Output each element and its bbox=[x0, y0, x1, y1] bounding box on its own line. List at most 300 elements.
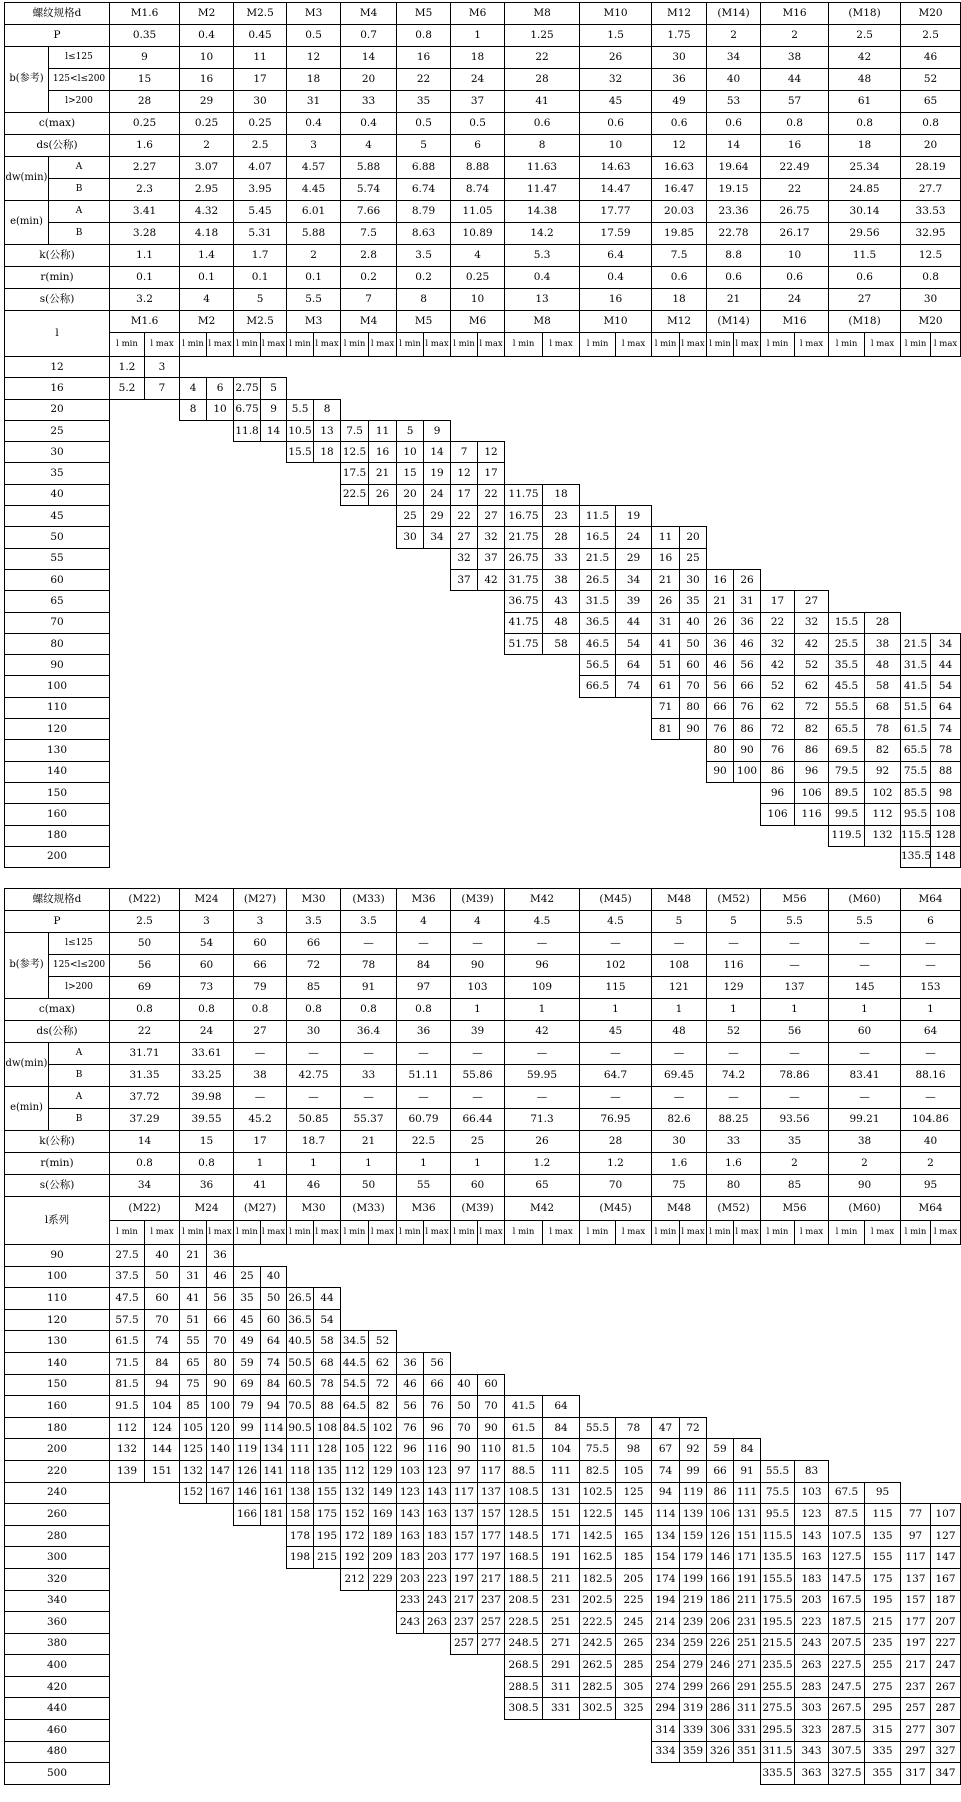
empty-cell bbox=[451, 399, 478, 420]
spec-value: 145 bbox=[829, 977, 901, 999]
minmax-row bbox=[5, 1221, 961, 1245]
empty-cell bbox=[207, 1741, 234, 1763]
l-min-value: 182.5 bbox=[580, 1568, 616, 1590]
empty-cell bbox=[829, 442, 865, 463]
spec-value: 45.2 bbox=[234, 1109, 287, 1131]
spec-value: 1.5 bbox=[580, 25, 652, 47]
empty-cell bbox=[110, 1633, 145, 1655]
l-row bbox=[5, 1266, 961, 1288]
l-max-value: 78 bbox=[314, 1374, 341, 1396]
empty-cell bbox=[451, 676, 478, 697]
l-min-value: 26 bbox=[652, 591, 680, 612]
l-min-header: l min bbox=[580, 1221, 616, 1245]
l-min-value: 11.75 bbox=[505, 484, 543, 505]
empty-cell bbox=[761, 548, 795, 569]
l-max-value: 145 bbox=[616, 1504, 652, 1526]
empty-cell bbox=[261, 1568, 287, 1590]
spec-sub-label: A bbox=[49, 201, 110, 223]
empty-cell bbox=[397, 357, 424, 378]
spec-value: 14.47 bbox=[580, 179, 652, 201]
l-min-value: 31.5 bbox=[580, 591, 616, 612]
empty-cell bbox=[207, 719, 234, 740]
size-cell: M5 bbox=[397, 311, 451, 333]
l-max-value: 163 bbox=[795, 1547, 829, 1569]
empty-cell bbox=[341, 357, 369, 378]
spec-value: 0.6 bbox=[652, 267, 707, 289]
l-min-value: 45 bbox=[234, 1309, 261, 1331]
empty-cell bbox=[616, 442, 652, 463]
l-max-value: 26 bbox=[369, 484, 397, 505]
empty-cell bbox=[234, 463, 261, 484]
l-min-value: 16 bbox=[707, 569, 734, 590]
l-length: 140 bbox=[5, 761, 110, 782]
empty-cell bbox=[478, 782, 505, 803]
l-min-value: 277 bbox=[901, 1720, 931, 1742]
l-max-value: 177 bbox=[478, 1525, 505, 1547]
empty-cell bbox=[314, 719, 341, 740]
spec-value: 72 bbox=[287, 955, 341, 977]
empty-cell bbox=[652, 782, 680, 803]
empty-cell bbox=[287, 357, 314, 378]
spec-value: 0.6 bbox=[652, 113, 707, 135]
l-max-value: 28 bbox=[865, 612, 901, 633]
empty-cell bbox=[707, 846, 734, 867]
empty-cell bbox=[652, 378, 680, 399]
l-max-value: 104 bbox=[543, 1439, 580, 1461]
spec-value: 18 bbox=[652, 289, 707, 311]
empty-cell bbox=[680, 484, 707, 505]
empty-cell bbox=[707, 804, 734, 825]
l-min-value: 117 bbox=[901, 1547, 931, 1569]
spec-value: 9 bbox=[110, 47, 180, 69]
l-min-value: 126 bbox=[234, 1460, 261, 1482]
l-min-value: 177 bbox=[901, 1612, 931, 1634]
spec-value: 53 bbox=[707, 91, 761, 113]
empty-cell bbox=[287, 1266, 314, 1288]
l-min-value: 95.5 bbox=[761, 1504, 795, 1526]
empty-cell bbox=[707, 825, 734, 846]
empty-cell bbox=[505, 1266, 543, 1288]
empty-cell bbox=[369, 1309, 397, 1331]
empty-cell bbox=[451, 655, 478, 676]
empty-cell bbox=[865, 506, 901, 527]
l-min-value: 50.5 bbox=[287, 1352, 314, 1374]
spec-value: 0.1 bbox=[180, 267, 234, 289]
empty-cell bbox=[761, 484, 795, 505]
empty-cell bbox=[234, 1763, 261, 1785]
spec-value: 40 bbox=[901, 1131, 961, 1153]
empty-cell bbox=[314, 740, 341, 761]
l-max-value: 127 bbox=[931, 1525, 961, 1547]
empty-cell bbox=[369, 1741, 397, 1763]
empty-cell bbox=[680, 378, 707, 399]
l-min-value: 27.5 bbox=[110, 1245, 145, 1267]
empty-cell bbox=[369, 1590, 397, 1612]
l-length: 500 bbox=[5, 1763, 110, 1785]
l-max-value: 32 bbox=[795, 612, 829, 633]
empty-cell bbox=[451, 378, 478, 399]
empty-cell bbox=[707, 506, 734, 527]
empty-cell bbox=[505, 740, 543, 761]
empty-cell bbox=[287, 1741, 314, 1763]
l-max-value: 90 bbox=[207, 1374, 234, 1396]
l-min-value: 122.5 bbox=[580, 1504, 616, 1526]
empty-cell bbox=[505, 378, 543, 399]
spec-value: 8.8 bbox=[707, 245, 761, 267]
spec-value: 11.47 bbox=[505, 179, 580, 201]
spec-value: 32.95 bbox=[901, 223, 961, 245]
l-max-value: 58 bbox=[314, 1331, 341, 1353]
empty-cell bbox=[110, 612, 145, 633]
l-max-header: l max bbox=[734, 1221, 761, 1245]
spec-value: 0.5 bbox=[397, 113, 451, 135]
l-length: 150 bbox=[5, 1374, 110, 1396]
spec-value: 50 bbox=[110, 933, 180, 955]
l-min-value: 186 bbox=[707, 1590, 734, 1612]
l-min-value: 51.75 bbox=[505, 633, 543, 654]
empty-cell bbox=[931, 484, 961, 505]
l-max-value: 36 bbox=[207, 1245, 234, 1267]
empty-cell bbox=[829, 591, 865, 612]
empty-cell bbox=[505, 697, 543, 718]
empty-cell bbox=[314, 1612, 341, 1634]
spec-sub-label: A bbox=[49, 1087, 110, 1109]
spec-value: 30 bbox=[652, 1131, 707, 1153]
empty-cell bbox=[424, 655, 451, 676]
l-max-value: 78 bbox=[865, 719, 901, 740]
l-max-value: 17 bbox=[478, 463, 505, 484]
spec-value: 22 bbox=[110, 1021, 180, 1043]
l-min-value: 114 bbox=[652, 1504, 680, 1526]
empty-cell bbox=[829, 1309, 865, 1331]
l-row bbox=[5, 1720, 961, 1742]
l-max-value: 84 bbox=[734, 1439, 761, 1461]
empty-cell bbox=[180, 527, 207, 548]
empty-cell bbox=[287, 1720, 314, 1742]
l-min-value: 152 bbox=[341, 1504, 369, 1526]
size-cell: (M33) bbox=[341, 1197, 397, 1221]
empty-cell bbox=[901, 527, 931, 548]
spec-value: 2 bbox=[901, 1153, 961, 1175]
empty-cell bbox=[145, 1482, 180, 1504]
size-cell: M16 bbox=[761, 311, 829, 333]
l-min-value: 42 bbox=[761, 655, 795, 676]
spec-value: 5 bbox=[234, 289, 287, 311]
empty-cell bbox=[234, 1741, 261, 1763]
l-min-value: 75.5 bbox=[580, 1439, 616, 1461]
empty-cell bbox=[314, 1741, 341, 1763]
empty-cell bbox=[616, 1374, 652, 1396]
spec-value: 0.8 bbox=[180, 1153, 234, 1175]
l-max-value: 80 bbox=[680, 697, 707, 718]
l-max-value: 31 bbox=[734, 591, 761, 612]
empty-cell bbox=[314, 825, 341, 846]
empty-cell bbox=[424, 569, 451, 590]
l-max-value: 161 bbox=[261, 1482, 287, 1504]
empty-cell bbox=[478, 399, 505, 420]
empty-cell bbox=[580, 846, 616, 867]
empty-cell bbox=[424, 357, 451, 378]
l-max-value: 70 bbox=[207, 1331, 234, 1353]
spec-row bbox=[5, 25, 961, 47]
l-max-value: 27 bbox=[478, 506, 505, 527]
empty-cell bbox=[424, 1741, 451, 1763]
empty-cell bbox=[180, 846, 207, 867]
spec-value: 31 bbox=[287, 91, 341, 113]
spec-value: 30 bbox=[901, 289, 961, 311]
spec-value: 5.45 bbox=[234, 201, 287, 223]
empty-cell bbox=[261, 697, 287, 718]
spec-value: 22.5 bbox=[397, 1131, 451, 1153]
l-max-value: 347 bbox=[931, 1763, 961, 1785]
spec-value: 97 bbox=[397, 977, 451, 999]
l-max-value: 13 bbox=[314, 420, 341, 441]
empty-cell bbox=[478, 1741, 505, 1763]
spec-row bbox=[5, 1131, 961, 1153]
empty-cell bbox=[795, 357, 829, 378]
empty-cell bbox=[680, 761, 707, 782]
spec-value: 0.6 bbox=[761, 267, 829, 289]
empty-cell bbox=[478, 1676, 505, 1698]
empty-cell bbox=[207, 1698, 234, 1720]
l-length: 55 bbox=[5, 548, 110, 569]
l-row bbox=[5, 1288, 961, 1310]
spec-value: 24.85 bbox=[829, 179, 901, 201]
spec-value: 21 bbox=[341, 1131, 397, 1153]
empty-cell bbox=[829, 399, 865, 420]
l-min-value: 287.5 bbox=[829, 1720, 865, 1742]
l-min-value: 95.5 bbox=[901, 804, 931, 825]
spec-value: 16 bbox=[180, 69, 234, 91]
spec-value: 76.95 bbox=[580, 1109, 652, 1131]
l-max-value: 189 bbox=[369, 1525, 397, 1547]
l-max-value: 209 bbox=[369, 1547, 397, 1569]
l-max-value: 66 bbox=[207, 1309, 234, 1331]
empty-cell bbox=[680, 1352, 707, 1374]
empty-cell bbox=[180, 1676, 207, 1698]
empty-cell bbox=[261, 761, 287, 782]
spec-value: 3 bbox=[234, 911, 287, 933]
spec-value: 8.74 bbox=[451, 179, 505, 201]
empty-cell bbox=[369, 1655, 397, 1677]
empty-cell bbox=[287, 761, 314, 782]
empty-cell bbox=[261, 633, 287, 654]
l-max-value: 80 bbox=[207, 1352, 234, 1374]
l-max-value: 24 bbox=[616, 527, 652, 548]
l-max-value: 247 bbox=[931, 1655, 961, 1677]
empty-cell bbox=[451, 782, 478, 803]
empty-cell bbox=[207, 846, 234, 867]
l-max-value: 100 bbox=[734, 761, 761, 782]
spec-value: 26 bbox=[505, 1131, 580, 1153]
l-length: 25 bbox=[5, 420, 110, 441]
l-min-value: 30 bbox=[397, 527, 424, 548]
l-max-value: 35 bbox=[680, 591, 707, 612]
l-min-value: 132 bbox=[341, 1482, 369, 1504]
spec-value: 0.8 bbox=[341, 999, 397, 1021]
empty-cell bbox=[478, 1655, 505, 1677]
empty-cell bbox=[505, 442, 543, 463]
spec-value: 2 bbox=[761, 1153, 829, 1175]
empty-cell bbox=[341, 1288, 369, 1310]
l-min-header: l min bbox=[287, 333, 314, 357]
spec-value: — bbox=[580, 1043, 652, 1065]
spec-sub-label: B bbox=[49, 1109, 110, 1131]
empty-cell bbox=[207, 420, 234, 441]
l-max-value: 84 bbox=[145, 1352, 180, 1374]
empty-cell bbox=[287, 591, 314, 612]
l-length: 200 bbox=[5, 846, 110, 867]
spec-value: 39.98 bbox=[180, 1087, 234, 1109]
empty-cell bbox=[110, 591, 145, 612]
spec-value: 78 bbox=[341, 955, 397, 977]
spec-value: 15 bbox=[110, 69, 180, 91]
empty-cell bbox=[865, 1288, 901, 1310]
l-max-value: 141 bbox=[261, 1460, 287, 1482]
l-min-value: 105 bbox=[180, 1417, 207, 1439]
empty-cell bbox=[341, 1676, 369, 1698]
spec-row bbox=[5, 955, 961, 977]
spec-sub-label: A bbox=[49, 157, 110, 179]
spec-value: 10.89 bbox=[451, 223, 505, 245]
l-length: 360 bbox=[5, 1612, 110, 1634]
l-row bbox=[5, 1763, 961, 1785]
l-max-value: 287 bbox=[931, 1698, 961, 1720]
spec-label: P bbox=[5, 911, 110, 933]
size-cell: M8 bbox=[505, 3, 580, 25]
l-max-value: 54 bbox=[314, 1309, 341, 1331]
empty-cell bbox=[734, 1266, 761, 1288]
spec-value: — bbox=[901, 1043, 961, 1065]
empty-cell bbox=[341, 527, 369, 548]
empty-cell bbox=[424, 782, 451, 803]
spec-row bbox=[5, 1175, 961, 1197]
l-min-value: 314 bbox=[652, 1720, 680, 1742]
empty-cell bbox=[397, 1309, 424, 1331]
spec-value: 80 bbox=[707, 1175, 761, 1197]
l-min-header: l min bbox=[451, 333, 478, 357]
spec-value: 2.5 bbox=[829, 25, 901, 47]
empty-cell bbox=[451, 1741, 478, 1763]
l-max-value: 84 bbox=[261, 1374, 287, 1396]
l-max-value: 211 bbox=[543, 1568, 580, 1590]
size-cell: (M18) bbox=[829, 311, 901, 333]
spec-value: 17.77 bbox=[580, 201, 652, 223]
empty-cell bbox=[314, 548, 341, 569]
l-max-value: 132 bbox=[865, 825, 901, 846]
l-min-value: 11.5 bbox=[580, 506, 616, 527]
l-min-value: 228.5 bbox=[505, 1612, 543, 1634]
spec-value: 84 bbox=[397, 955, 451, 977]
spec-value: 24 bbox=[180, 1021, 234, 1043]
empty-cell bbox=[931, 506, 961, 527]
empty-cell bbox=[397, 1288, 424, 1310]
empty-cell bbox=[478, 740, 505, 761]
empty-cell bbox=[261, 825, 287, 846]
empty-cell bbox=[478, 761, 505, 782]
empty-cell bbox=[795, 1288, 829, 1310]
empty-cell bbox=[865, 1309, 901, 1331]
empty-cell bbox=[543, 655, 580, 676]
empty-cell bbox=[616, 420, 652, 441]
empty-cell bbox=[180, 420, 207, 441]
spec-group-label: b(参考) bbox=[5, 933, 49, 999]
empty-cell bbox=[287, 846, 314, 867]
l-min-value: 214 bbox=[652, 1612, 680, 1634]
empty-cell bbox=[543, 676, 580, 697]
empty-cell bbox=[652, 1266, 680, 1288]
l-min-value: 59 bbox=[707, 1439, 734, 1461]
spec-value: — bbox=[234, 1043, 287, 1065]
empty-cell bbox=[505, 825, 543, 846]
l-row bbox=[5, 655, 961, 676]
l-min-value: 334 bbox=[652, 1741, 680, 1763]
l-min-header: l min bbox=[397, 1221, 424, 1245]
spec-value: 0.8 bbox=[287, 999, 341, 1021]
empty-cell bbox=[505, 1331, 543, 1353]
empty-cell bbox=[829, 1288, 865, 1310]
empty-cell bbox=[314, 612, 341, 633]
spec-value: 33 bbox=[341, 1065, 397, 1087]
spec-value: 19.85 bbox=[652, 223, 707, 245]
l-max-value: 183 bbox=[424, 1525, 451, 1547]
empty-cell bbox=[616, 1396, 652, 1418]
l-max-header: l max bbox=[369, 333, 397, 357]
empty-cell bbox=[543, 378, 580, 399]
l-min-value: 103 bbox=[397, 1460, 424, 1482]
spec-value: 35 bbox=[761, 1131, 829, 1153]
l-max-value: 96 bbox=[424, 1417, 451, 1439]
empty-cell bbox=[341, 761, 369, 782]
empty-cell bbox=[505, 1309, 543, 1331]
empty-cell bbox=[180, 697, 207, 718]
spec-value: 79 bbox=[234, 977, 287, 999]
empty-cell bbox=[397, 740, 424, 761]
l-length: 100 bbox=[5, 676, 110, 697]
l-min-value: 21 bbox=[652, 569, 680, 590]
spec-table-lower bbox=[4, 888, 961, 1785]
l-max-value: 70 bbox=[478, 1396, 505, 1418]
spec-value: 23.36 bbox=[707, 201, 761, 223]
empty-cell bbox=[287, 676, 314, 697]
l-max-value: 149 bbox=[369, 1482, 397, 1504]
empty-cell bbox=[505, 676, 543, 697]
spec-value: 24 bbox=[451, 69, 505, 91]
spec-value: 22 bbox=[761, 179, 829, 201]
l-max-value: 263 bbox=[795, 1655, 829, 1677]
l-min-value: 66.5 bbox=[580, 676, 616, 697]
spec-value: 5.88 bbox=[341, 157, 397, 179]
empty-cell bbox=[207, 1568, 234, 1590]
empty-cell bbox=[369, 782, 397, 803]
empty-cell bbox=[397, 612, 424, 633]
empty-cell bbox=[424, 719, 451, 740]
spec-value: 7.5 bbox=[652, 245, 707, 267]
l-max-value: 74 bbox=[261, 1352, 287, 1374]
spec-value: 16.47 bbox=[652, 179, 707, 201]
l-length: 200 bbox=[5, 1439, 110, 1461]
spec-value: — bbox=[397, 1043, 451, 1065]
spec-value: 5.3 bbox=[505, 245, 580, 267]
l-min-value: 77 bbox=[901, 1504, 931, 1526]
spec-value: 11.5 bbox=[829, 245, 901, 267]
l-min-value: 4 bbox=[180, 378, 207, 399]
l-max-value: 84 bbox=[543, 1417, 580, 1439]
l-min-value: 112 bbox=[110, 1417, 145, 1439]
empty-cell bbox=[580, 399, 616, 420]
empty-cell bbox=[478, 1245, 505, 1267]
l-max-value: 19 bbox=[424, 463, 451, 484]
